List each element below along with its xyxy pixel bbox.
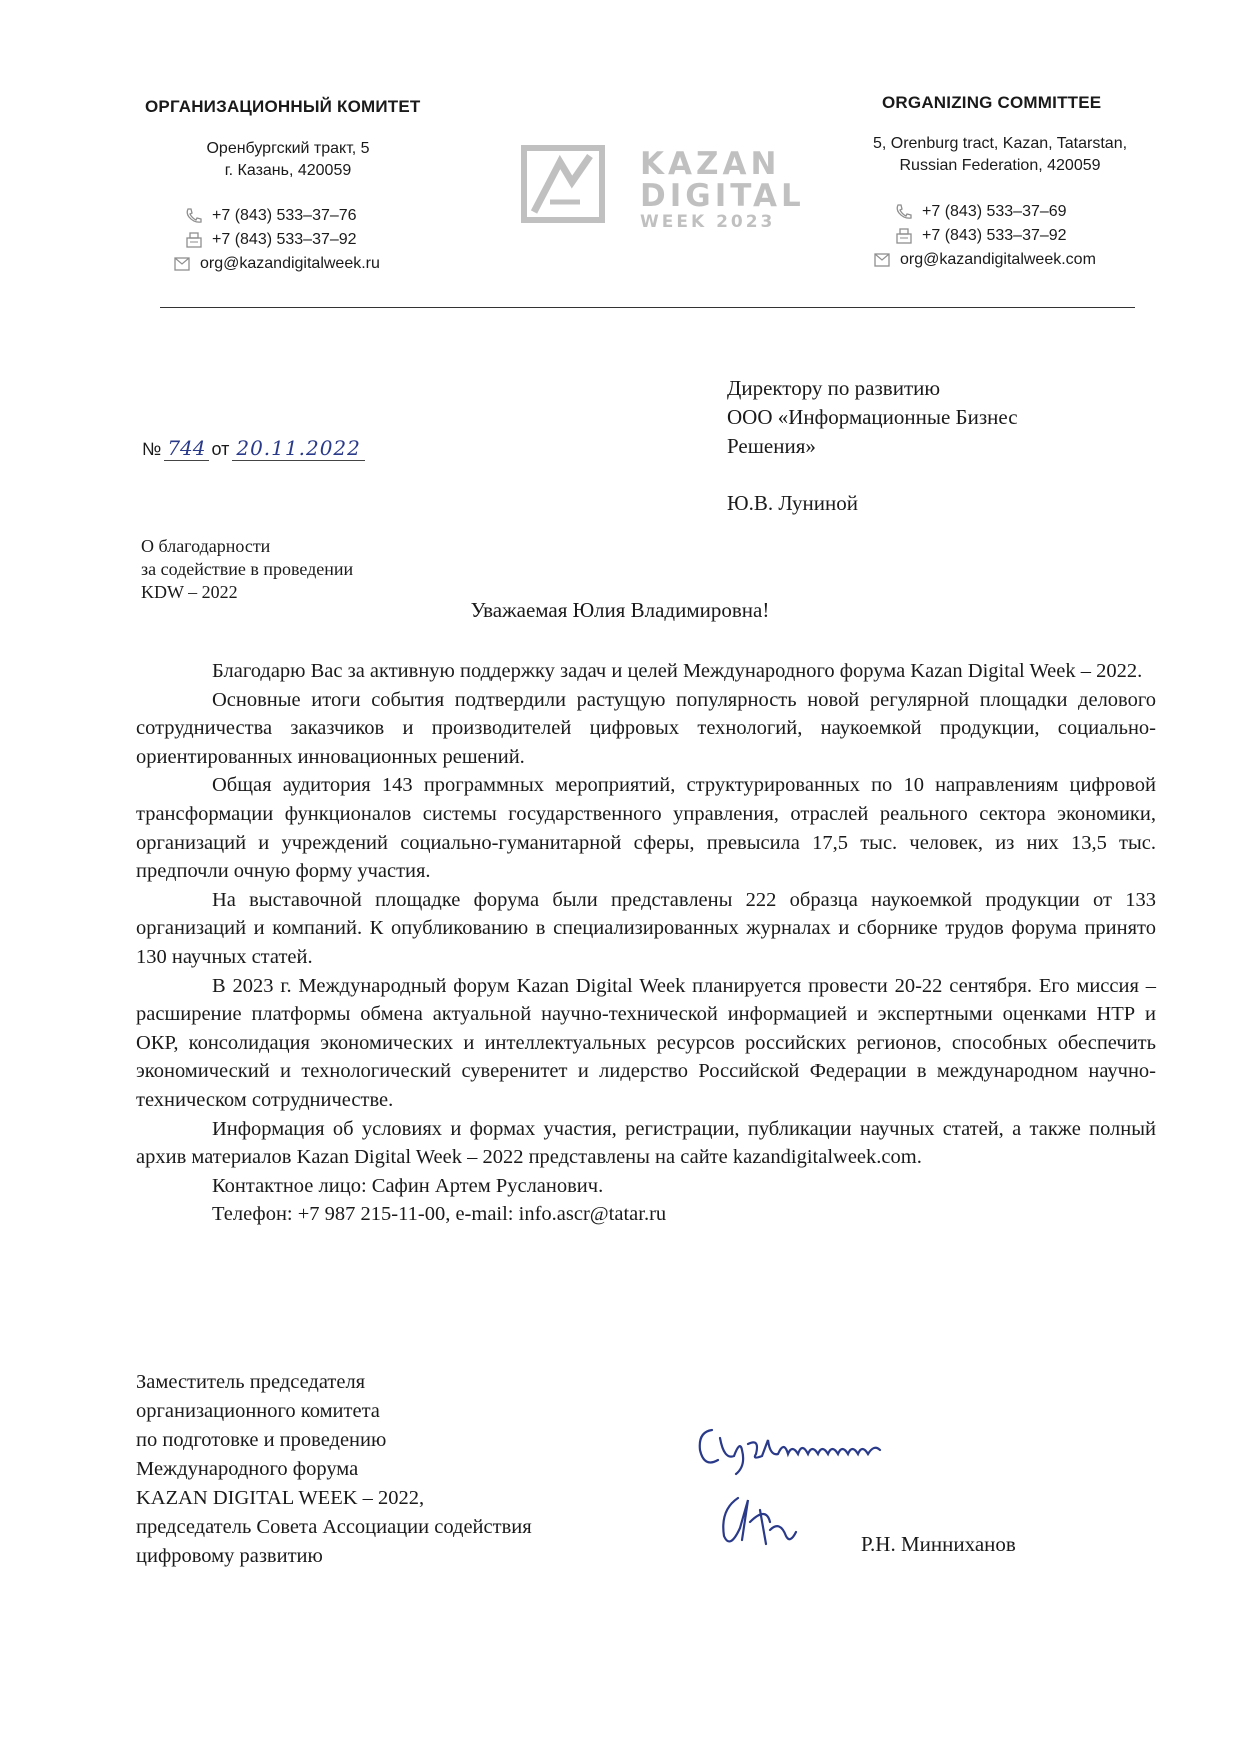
paragraph-3: Общая аудитория 143 программных мероприятий, структурированных по 10 направлениям цифровой трансформации функционалов системы государственного управления, отраслей реального сектора экономики, организаций и учреждений социально-гуманитарной сферы, превысила 17,5 тыс. человек, из них 13,5 тыс. предпочли очную форму участия. [136,774,1156,883]
phone-icon [894,203,914,221]
ref-no-label: № [142,439,162,459]
org-committee-title-en: ORGANIZING COMMITTEE [882,93,1102,112]
kazan-digital-week-logo [520,142,805,237]
paragraph-4: На выставочной площадке форума были представлены 222 образца наукоемкой продукции от 133 организаций и компаний. К опубликованию в специализированных журналах и сборнике трудов форума принято 130 научных статей. [136,888,1156,968]
contacts-en [872,200,1096,272]
signatory-line: Заместитель председателя [136,1371,366,1393]
paragraph-5: В 2023 г. Международный форум Kazan Digital Week планируется провести 20-22 сентября. Его миссия – расширение платформы обмена актуальной научно-технической информацией и экспертными оценками НТР и ОКР, консолидация экономических и интеллектуальных ресурсов российских регионов, способных обеспечить экономический и технологический суверенитет и лидерство Российской Федерации в международном научно-техническом сотрудничестве. [136,974,1156,1111]
logo-line3: WEEK 2023 [640,212,776,232]
greeting: Уважаемая Юлия Владимировна! [470,598,770,622]
subject-line3: KDW – 2022 [141,582,238,602]
logo-line1: KAZAN [640,146,781,182]
phone-row-ru [172,204,380,228]
recipient-name: Ю.В. Луниной [727,491,859,515]
fax-row-en [872,224,1096,248]
reference-number [142,436,365,461]
email-row-ru [172,252,380,276]
org-committee-title-ru: ОРГАНИЗАЦИОННЫЙ КОМИТЕТ [145,97,421,116]
ref-from-label: от [211,439,230,459]
logo-line2: DIGITAL [640,178,805,214]
address-ru [196,138,380,182]
fax-ru: +7 (843) 533–37–92 [212,231,357,248]
contact-phone-email: Телефон: +7 987 215-11-00, e-mail: info.ascr@tatar.ru [212,1203,667,1226]
signatory-line: по подготовке и проведению [136,1429,387,1451]
phone-row-en [872,200,1096,224]
subject-line2: за содействие в проведении [141,559,354,579]
address-en-line1: 5, Orenburg tract, Kazan, Tatarstan, [872,135,1128,152]
phone-en: +7 (843) 533–37–69 [922,203,1067,220]
signatory-line: KAZAN DIGITAL WEEK – 2022, [136,1487,425,1509]
phone-icon [184,207,204,225]
ref-date: 20.11.2022 [232,436,365,461]
recipient-line3: Решения» [727,434,816,458]
address-en [840,133,1160,177]
fax-en: +7 (843) 533–37–92 [922,227,1067,244]
header-divider [160,307,1135,308]
signatory-line: организационного комитета [136,1400,380,1422]
paragraph-6: Информация об условиях и формах участия, регистрации, публикации научных статей, а также полный архив материалов Kazan Digital Week – 2022 представлены на сайте kazandigitalweek.com. [136,1117,1156,1169]
email-row-en [872,248,1096,272]
logo-emblem-icon [520,142,620,232]
email-ru: org@kazandigitalweek.ru [200,255,380,272]
signatory-name: Р.Н. Минниханов [861,1532,1016,1556]
contact-person: Контактное лицо: Сафин Артем Русланович. [212,1174,604,1197]
email-en: org@kazandigitalweek.com [900,251,1096,268]
ref-number: 744 [164,436,208,461]
signatory-title [136,1368,532,1571]
address-en-line2: Russian Federation, 420059 [899,157,1101,174]
fax-row-ru [172,228,380,252]
contacts-ru [172,204,380,276]
paragraph-1: Благодарю Вас за активную поддержку задач и целей Международного форума Kazan Digital Week – 2022. [212,660,1143,682]
address-ru-line2: г. Казань, 420059 [224,162,352,179]
subject-block [141,535,353,604]
address-ru-line1: Оренбургский тракт, 5 [206,140,370,157]
signatory-line: цифровому развитию [136,1545,323,1567]
phone-ru: +7 (843) 533–37–76 [212,207,357,224]
recipient-line2: ООО «Информационные Бизнес [727,405,1018,429]
recipient-block [727,374,1018,518]
signatory-line: председатель Совета Ассоциации содействия [136,1516,532,1538]
fax-icon [184,231,204,249]
subject-line1: О благодарности [141,536,271,556]
fax-icon [894,227,914,245]
mail-icon [872,251,892,269]
paragraph-2: Основные итоги события подтвердили растущую популярность новой регулярной площадки делового сотрудничества заказчиков и производителей цифровых технологий, наукоемкой продукции, социально-ориентированных инновационных решений. [136,688,1156,768]
mail-icon [172,255,192,273]
signatory-line: Международного форума [136,1458,359,1480]
recipient-line1: Директору по развитию [727,376,941,400]
letter-body [136,657,1156,1229]
